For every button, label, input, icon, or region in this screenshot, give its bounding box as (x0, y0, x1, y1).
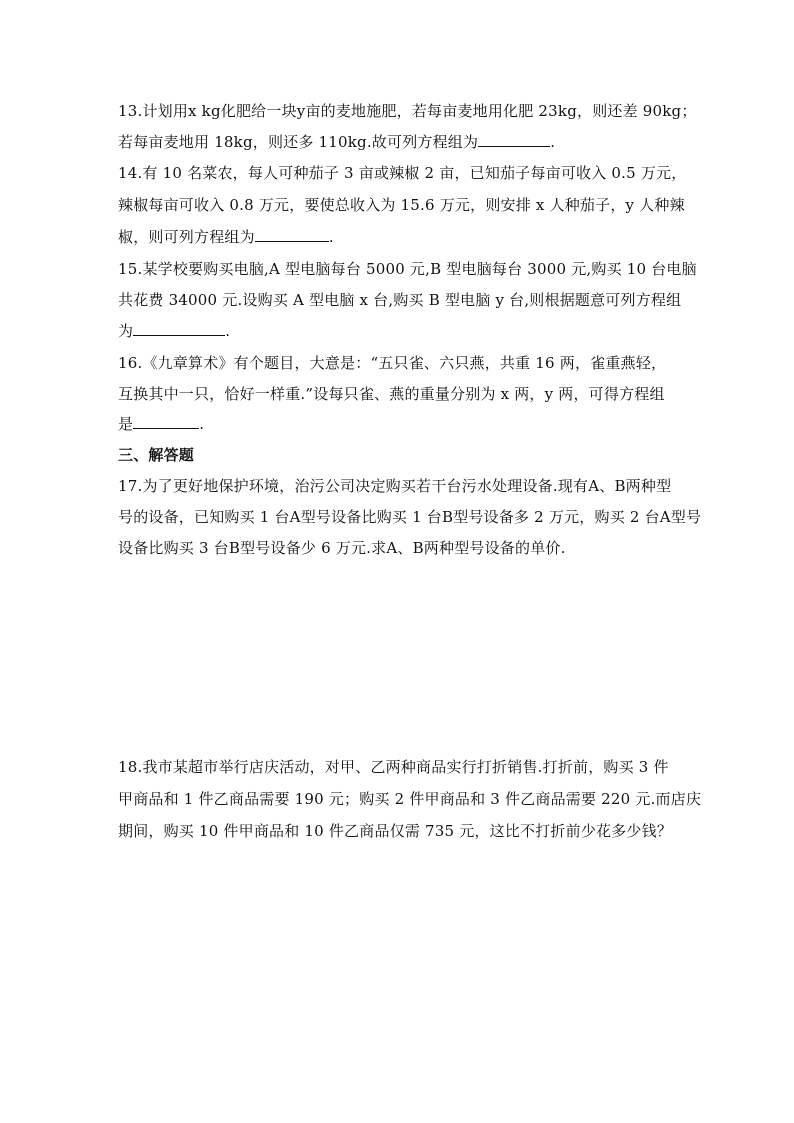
q13-line-1: 13.计划用x kg化肥给一块y亩的麦地施肥，若每亩麦地用化肥 23kg，则还差 90kg； (118, 102, 697, 120)
p17-line-1: 17.为了更好地保护环境，治污公司决定购买若干台污水处理设备.现有A、B两种型 (118, 477, 672, 495)
q14-line-3 (118, 227, 708, 247)
q13-line-2 (118, 132, 708, 152)
q15-line-1: 15.某学校要购买电脑,A 型电脑每台 5000 元,B 型电脑每台 3000 元,购买 10 台电脑 (118, 260, 697, 278)
q15-answer-blank[interactable] (133, 321, 225, 336)
q13-text: 若每亩麦地用 18kg，则还多 110kg.故可列方程组为 (118, 133, 479, 151)
p18-line-2: 甲商品和 1 件乙商品需要 190 元；购买 2 件甲商品和 3 件乙商品需要 220 元.而店庆 (118, 790, 702, 808)
p17-line-2: 号的设备，已知购买 1 台A型号设备比购买 1 台B型号设备多 2 万元，购买 2 台A型号 (118, 508, 702, 526)
p18-line-3: 期间，购买 10 件甲商品和 10 件乙商品仅需 735 元，这比不打折前少花多少钱？ (118, 822, 673, 840)
q14-line-1: 14.有 10 名菜农，每人可种茄子 3 亩或辣椒 2 亩，已知茄子每亩可收入 0.5 万元， (118, 164, 687, 182)
q13-period: . (550, 133, 556, 151)
q15-line-2: 共花费 34000 元.设购买 A 型电脑 x 台,购买 B 型电脑 y 台,则根据题意可列方程组 (118, 291, 682, 309)
q16-period: . (199, 415, 205, 433)
q16-line-3 (118, 414, 708, 434)
p17-line-3: 设备比购买 3 台B型号设备少 6 万元.求A、B两种型号设备的单价. (118, 539, 566, 557)
p18-line-1: 18.我市某超市举行店庆活动，对甲、乙两种商品实行打折销售.打折前，购买 3 件 (118, 758, 669, 776)
section-heading: 三、解答题 (118, 446, 195, 464)
q15-line-3 (118, 321, 708, 341)
q14-period: . (328, 228, 334, 246)
q13-answer-blank[interactable] (478, 132, 550, 147)
q15-text: 为 (118, 322, 134, 340)
q14-line-2: 辣椒每亩可收入 0.8 万元，要使总收入为 15.6 万元，则安排 x 人种茄子，y 人种辣 (118, 196, 685, 214)
q16-answer-blank[interactable] (133, 414, 199, 429)
q14-answer-blank[interactable] (255, 227, 329, 242)
q16-line-2: 互换其中一只，恰好一样重.”设每只雀、燕的重量分别为 x 两，y 两，可得方程组 (118, 385, 665, 403)
q14-text: 椒，则可列方程组为 (118, 228, 255, 246)
q15-period: . (225, 322, 231, 340)
q16-text: 是 (118, 415, 134, 433)
q16-line-1: 16.《九章算术》有个题目，大意是：“五只雀、六只燕，共重 16 两，雀重燕轻， (118, 354, 667, 372)
